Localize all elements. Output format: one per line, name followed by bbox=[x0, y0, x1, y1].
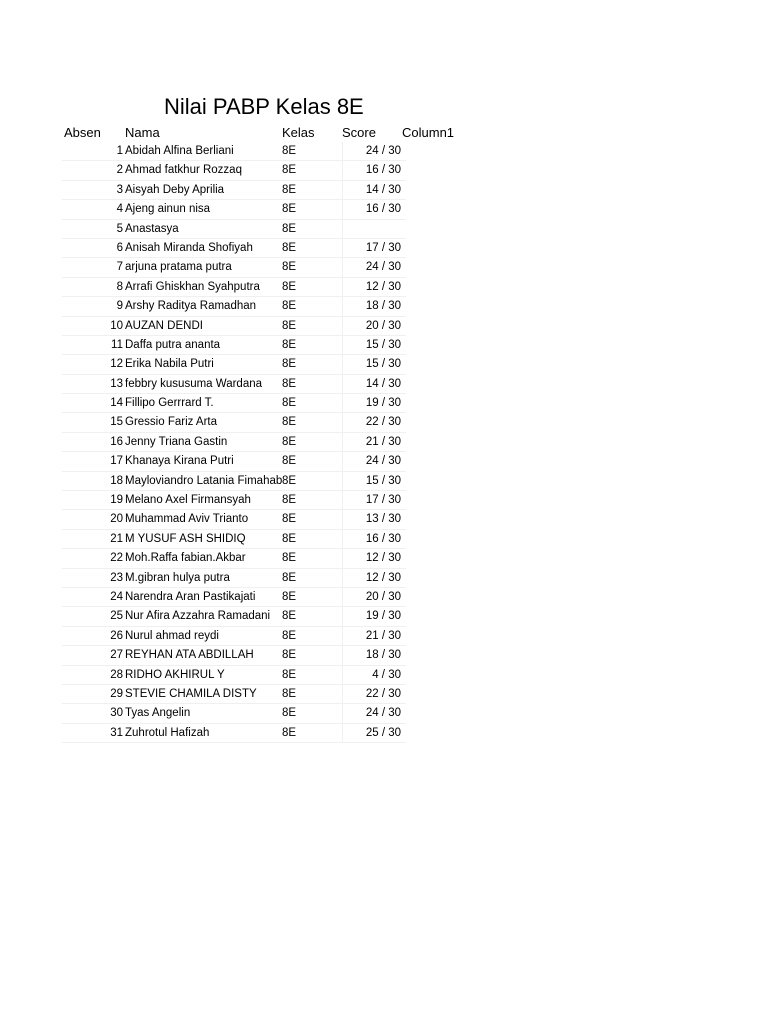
class-cell: 8E bbox=[282, 203, 297, 216]
student-name: Jenny Triana Gastin bbox=[125, 435, 228, 448]
student-name: M YUSUF ASH SHIDIQ bbox=[125, 532, 246, 545]
score-cell: 15 / 30 bbox=[342, 336, 401, 355]
class-cell: 8E bbox=[282, 280, 297, 293]
class-cell: 8E bbox=[282, 474, 297, 487]
class-cell: 8E bbox=[282, 145, 297, 157]
class-cell: 8E bbox=[282, 397, 297, 410]
row-number: 22 bbox=[110, 552, 123, 565]
table-row bbox=[62, 530, 406, 549]
table-row bbox=[62, 200, 406, 219]
student-name: Narendra Aran Pastikajati bbox=[125, 590, 256, 603]
score-cell: 12 / 30 bbox=[342, 569, 401, 588]
class-cell: 8E bbox=[282, 358, 297, 371]
row-number: 25 bbox=[110, 610, 123, 623]
student-name: Ajeng ainun nisa bbox=[125, 203, 211, 216]
student-name: Anastasya bbox=[125, 222, 179, 235]
table-row bbox=[62, 375, 406, 394]
class-cell: 8E bbox=[282, 552, 297, 565]
class-cell: 8E bbox=[282, 164, 297, 177]
score-cell: 17 / 30 bbox=[342, 491, 401, 510]
table-row bbox=[62, 627, 406, 646]
class-cell: 8E bbox=[282, 300, 297, 313]
student-name: Anisah Miranda Shofiyah bbox=[125, 241, 253, 254]
table-row bbox=[62, 510, 406, 529]
student-name: AUZAN DENDI bbox=[125, 319, 203, 332]
page-title: Nilai PABP Kelas 8E bbox=[164, 94, 364, 119]
row-number: 21 bbox=[110, 532, 123, 545]
class-cell: 8E bbox=[282, 319, 297, 332]
header-absen: Absen bbox=[64, 125, 101, 140]
row-number: 14 bbox=[110, 397, 123, 410]
class-cell: 8E bbox=[282, 435, 297, 448]
student-name: Ahmad fatkhur Rozzaq bbox=[125, 164, 242, 177]
table-row bbox=[62, 413, 406, 432]
score-cell: 19 / 30 bbox=[342, 394, 401, 413]
table-row bbox=[62, 258, 406, 277]
table-row bbox=[62, 317, 406, 336]
class-cell: 8E bbox=[282, 261, 297, 274]
table-row bbox=[62, 161, 406, 180]
class-cell: 8E bbox=[282, 222, 297, 235]
score-cell: 14 / 30 bbox=[342, 375, 401, 394]
score-cell: 20 / 30 bbox=[342, 317, 401, 336]
class-cell: 8E bbox=[282, 707, 297, 720]
class-cell: 8E bbox=[282, 455, 297, 468]
row-number: 6 bbox=[116, 241, 123, 254]
class-cell: 8E bbox=[282, 338, 297, 351]
student-name: Erika Nabila Putri bbox=[125, 358, 214, 371]
score-cell: 16 / 30 bbox=[342, 161, 401, 180]
class-cell: 8E bbox=[282, 590, 297, 603]
score-cell: 24 / 30 bbox=[342, 142, 401, 161]
class-cell: 8E bbox=[282, 513, 297, 526]
class-cell: 8E bbox=[282, 416, 297, 429]
table-row bbox=[62, 181, 406, 200]
table-row bbox=[62, 297, 406, 316]
row-number: 29 bbox=[110, 687, 123, 700]
table-row bbox=[62, 452, 406, 471]
class-cell: 8E bbox=[282, 377, 297, 390]
row-number: 7 bbox=[116, 261, 123, 274]
table-row bbox=[62, 142, 406, 161]
class-cell: 8E bbox=[282, 610, 297, 623]
student-name: Tyas Angelin bbox=[125, 707, 191, 720]
class-cell: 8E bbox=[282, 241, 297, 254]
header-kelas: Kelas bbox=[282, 125, 315, 140]
score-cell: 16 / 30 bbox=[342, 530, 401, 549]
score-cell: 19 / 30 bbox=[342, 607, 401, 626]
row-number: 11 bbox=[111, 338, 123, 351]
score-cell: 16 / 30 bbox=[342, 200, 401, 219]
score-cell: 14 / 30 bbox=[342, 181, 401, 200]
table-row bbox=[62, 549, 406, 568]
row-number: 10 bbox=[110, 319, 123, 332]
row-number: 30 bbox=[110, 707, 123, 720]
student-name: Zuhrotul Hafizah bbox=[125, 726, 210, 739]
row-number: 8 bbox=[116, 280, 123, 293]
row-number: 1 bbox=[116, 145, 123, 157]
student-name: Aisyah Deby Aprilia bbox=[125, 183, 225, 196]
student-name: Mayloviandro Latania Fimahab bbox=[125, 474, 283, 487]
class-cell: 8E bbox=[282, 532, 297, 545]
table-row bbox=[62, 724, 406, 743]
student-name: Arshy Raditya Ramadhan bbox=[125, 300, 257, 313]
table-row bbox=[62, 220, 406, 239]
score-cell: 22 / 30 bbox=[342, 413, 401, 432]
row-number: 2 bbox=[116, 164, 123, 177]
row-number: 26 bbox=[110, 629, 123, 642]
class-cell: 8E bbox=[282, 687, 297, 700]
score-cell: 20 / 30 bbox=[342, 588, 401, 607]
score-cell: 4 / 30 bbox=[342, 666, 401, 685]
header-nama: Nama bbox=[125, 125, 160, 140]
table-row bbox=[62, 588, 406, 607]
row-number: 12 bbox=[110, 358, 123, 371]
class-cell: 8E bbox=[282, 494, 297, 507]
student-name: Abidah Alfina Berliani bbox=[125, 145, 234, 157]
score-cell: 22 / 30 bbox=[342, 685, 401, 704]
row-number: 16 bbox=[110, 435, 123, 448]
row-number: 4 bbox=[116, 203, 123, 216]
student-name: REYHAN ATA ABDILLAH bbox=[125, 649, 254, 662]
table-row bbox=[62, 239, 406, 258]
row-number: 15 bbox=[110, 416, 123, 429]
table-row bbox=[62, 607, 406, 626]
score-cell: 12 / 30 bbox=[342, 278, 401, 297]
table-row bbox=[62, 278, 406, 297]
score-table bbox=[62, 142, 406, 743]
student-name: Nurul ahmad reydi bbox=[125, 629, 219, 642]
score-cell: 15 / 30 bbox=[342, 472, 401, 491]
student-name: Melano Axel Firmansyah bbox=[125, 494, 251, 507]
score-cell: 12 / 30 bbox=[342, 549, 401, 568]
score-cell: 24 / 30 bbox=[342, 258, 401, 277]
row-number: 17 bbox=[110, 455, 123, 468]
class-cell: 8E bbox=[282, 571, 297, 584]
table-row bbox=[62, 704, 406, 723]
table-row bbox=[62, 666, 406, 685]
table-row bbox=[62, 394, 406, 413]
table-row bbox=[62, 491, 406, 510]
row-number: 5 bbox=[116, 222, 123, 235]
class-cell: 8E bbox=[282, 183, 297, 196]
score-cell bbox=[342, 220, 401, 239]
student-name: Daffa putra ananta bbox=[125, 338, 221, 351]
student-name: M.gibran hulya putra bbox=[125, 571, 230, 584]
class-cell: 8E bbox=[282, 649, 297, 662]
table-row bbox=[62, 569, 406, 588]
student-name: Gressio Fariz Arta bbox=[125, 416, 218, 429]
row-number: 23 bbox=[110, 571, 123, 584]
row-number: 13 bbox=[110, 377, 123, 390]
score-cell: 15 / 30 bbox=[342, 355, 401, 374]
row-number: 24 bbox=[110, 590, 123, 603]
score-cell: 18 / 30 bbox=[342, 646, 401, 665]
score-cell: 24 / 30 bbox=[342, 704, 401, 723]
header-score: Score bbox=[342, 125, 376, 140]
score-cell: 24 / 30 bbox=[342, 452, 401, 471]
student-name: Muhammad Aviv Trianto bbox=[125, 513, 249, 526]
table-row bbox=[62, 355, 406, 374]
score-cell: 13 / 30 bbox=[342, 510, 401, 529]
row-number: 27 bbox=[110, 649, 123, 662]
student-name: Fillipo Gerrrard T. bbox=[125, 397, 214, 410]
row-number: 31 bbox=[110, 726, 123, 739]
student-name: febbry kususuma Wardana bbox=[125, 377, 263, 390]
row-number: 28 bbox=[110, 668, 123, 681]
student-name: Arrafi Ghiskhan Syahputra bbox=[125, 280, 260, 293]
score-cell: 25 / 30 bbox=[342, 724, 401, 743]
table-row bbox=[62, 336, 406, 355]
student-name: Moh.Raffa fabian.Akbar bbox=[125, 552, 246, 565]
row-number: 18 bbox=[110, 474, 123, 487]
table-row bbox=[62, 433, 406, 452]
student-name: Nur Afira Azzahra Ramadani bbox=[125, 610, 271, 623]
row-number: 19 bbox=[110, 494, 123, 507]
row-number: 3 bbox=[116, 183, 123, 196]
header-column1: Column1 bbox=[402, 125, 455, 140]
class-cell: 8E bbox=[282, 629, 297, 642]
student-name: Khanaya Kirana Putri bbox=[125, 455, 234, 468]
student-name: STEVIE CHAMILA DISTY bbox=[125, 687, 257, 700]
class-cell: 8E bbox=[282, 668, 297, 681]
table-row bbox=[62, 685, 406, 704]
table-row bbox=[62, 646, 406, 665]
table-row bbox=[62, 472, 406, 491]
row-number: 9 bbox=[116, 300, 123, 313]
score-cell: 21 / 30 bbox=[342, 433, 401, 452]
score-cell: 21 / 30 bbox=[342, 627, 401, 646]
score-cell: 17 / 30 bbox=[342, 239, 401, 258]
student-name: RIDHO AKHIRUL Y bbox=[125, 668, 225, 681]
score-cell: 18 / 30 bbox=[342, 297, 401, 316]
student-name: arjuna pratama putra bbox=[125, 261, 232, 274]
row-number: 20 bbox=[110, 513, 123, 526]
class-cell: 8E bbox=[282, 726, 297, 739]
